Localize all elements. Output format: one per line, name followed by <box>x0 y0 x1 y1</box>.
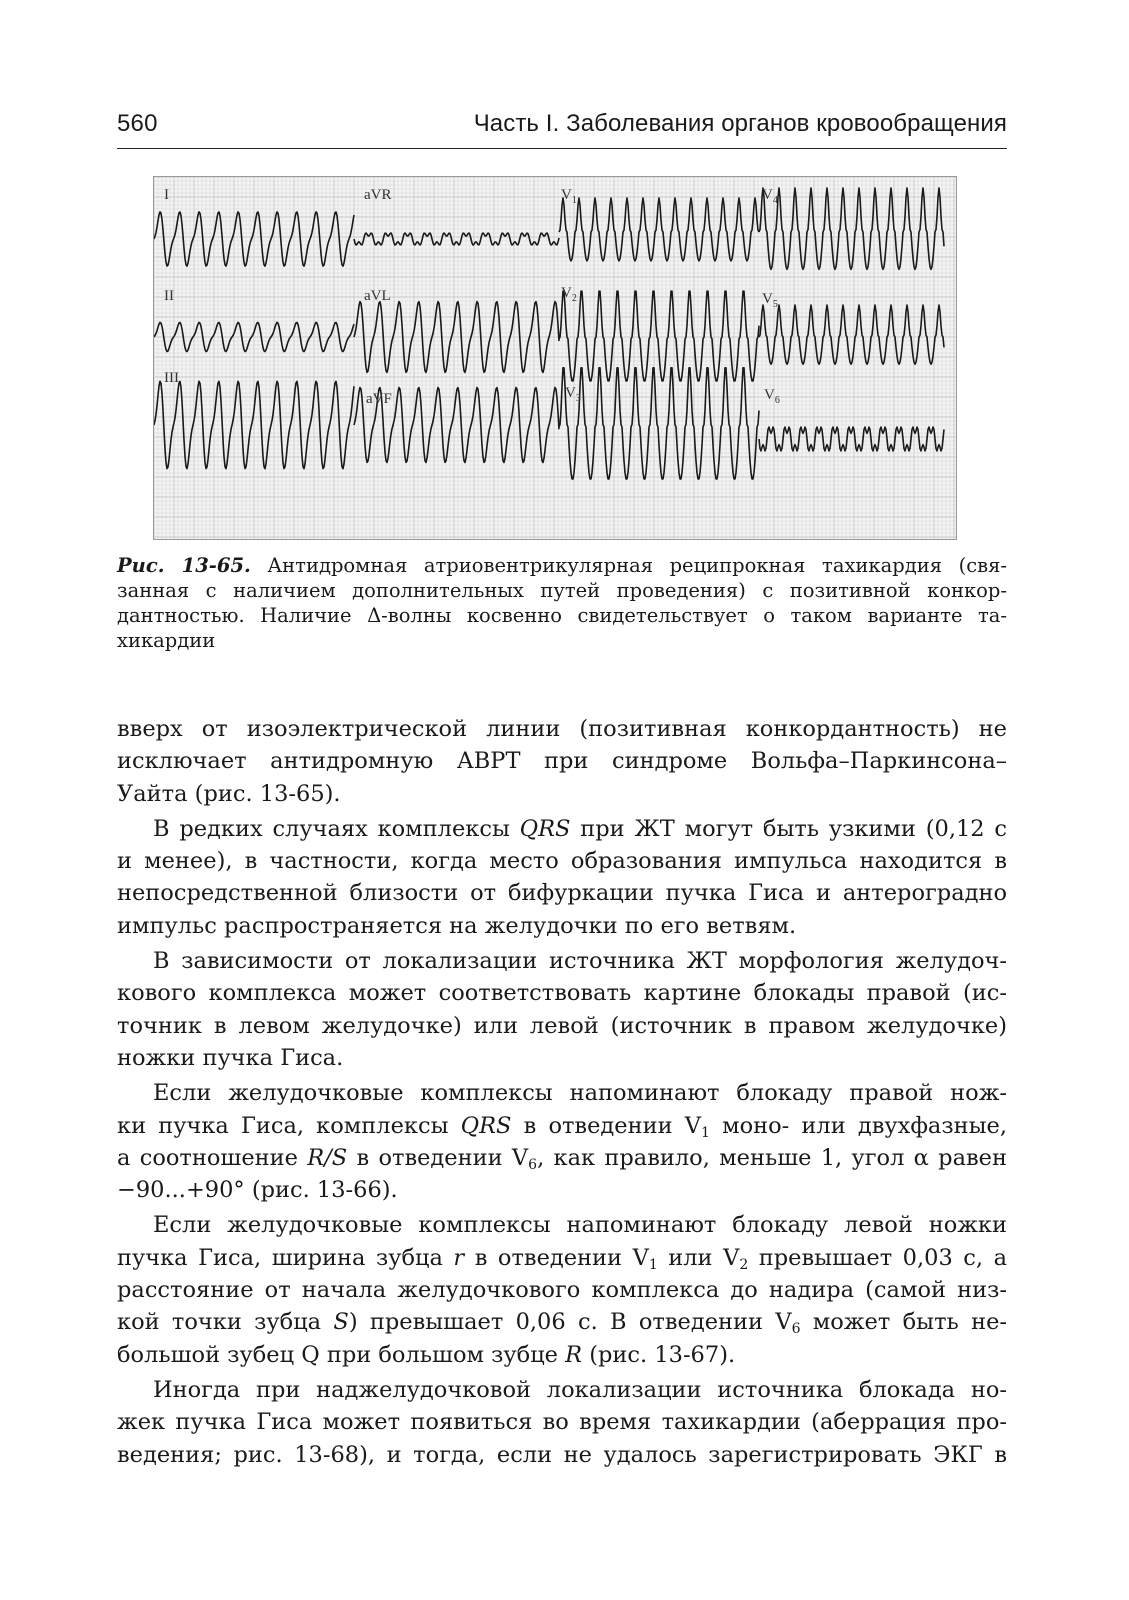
text-line: а соотношение R/S в отведении $V_6$, как правило, меньше 1, угол α равен <box>117 1144 1007 1173</box>
text-line: пучка Гиса, ширина зубца r в отведении $V_1$ или $V_2$ превышает 0,03 с, а <box>117 1244 1007 1273</box>
text-line: ведения; рис. 13-68), и тогда, если не удалось зарегистрировать ЭКГ в <box>117 1441 1007 1468</box>
lead-label-V2: $V_2$ <box>561 285 577 304</box>
ecg-chart <box>154 177 956 539</box>
text-line: расстояние от начала желудочкового комплекса до надира (самой низ- <box>117 1277 1007 1304</box>
lead-label-aVF: aVF <box>366 391 392 407</box>
text-line: точник в левом желудочке) или левой (источник в правом желудочке) <box>117 1012 1007 1039</box>
caption-line: Рис. 13-65. Антидромная атриовентрикулярная реципрокная тахикардия (свя- <box>117 554 1007 577</box>
lead-label-I: I <box>164 187 169 203</box>
page-header <box>117 108 1007 149</box>
lead-label-V5: $V_5$ <box>762 291 778 310</box>
text-line: Уайта (рис. 13-65). <box>117 780 341 807</box>
lead-label-aVR: aVR <box>364 187 392 203</box>
text-line: жек пучка Гиса может появиться во время тахикардии (аберрация про- <box>117 1409 1007 1436</box>
caption-line: хикардии <box>117 629 216 652</box>
ecg-trace-V3 <box>559 368 759 479</box>
text-line: ножки пучка Гиса. <box>117 1044 344 1071</box>
running-title: Часть I. Заболевания органов кровообращения <box>473 110 1007 137</box>
text-line: Если желудочковые комплексы напоминают блокаду левой ножки <box>153 1212 1007 1239</box>
ecg-grid <box>154 177 956 539</box>
text-line: большой зубец Q при большом зубце R (рис. 13-67). <box>117 1341 736 1368</box>
ecg-traces <box>154 188 944 479</box>
caption-line: занная с наличием дополнительных путей проведения) с позитивной конкор- <box>117 579 1007 602</box>
text-line: исключает антидромную АВРТ при синдроме Вольфа–Паркинсона– <box>117 748 1007 775</box>
text-line: В зависимости от локализации источника ЖТ морфология желудоч- <box>153 948 1007 975</box>
text-line: и менее), в частности, когда место образования импульса находится в <box>117 848 1007 875</box>
text-line: В редких случаях комплексы QRS при ЖТ могут быть узкими (0,12 с <box>153 815 1008 842</box>
lead-label-V1: $V_1$ <box>561 187 577 206</box>
lead-label-III: III <box>164 370 179 386</box>
text-line: кового комплекса может соответствовать картине блокады правой (ис- <box>117 980 1007 1007</box>
figure-label: Рис. 13-65. <box>117 554 251 577</box>
ecg-trace-V1 <box>559 198 759 261</box>
lead-label-aVL: aVL <box>364 288 391 304</box>
lead-label-V3: $V_3$ <box>565 385 581 404</box>
text-line: импульс распространяется на желудочки по его ветвям. <box>117 912 797 939</box>
caption-line: дантностью. Наличие Δ-волны косвенно свидетельствует о таком варианте та- <box>117 604 1007 627</box>
text-line: Если желудочковые комплексы напоминают блокаду правой нож- <box>153 1080 1007 1107</box>
lead-label-V6: $V_6$ <box>764 387 780 406</box>
ecg-trace-V5 <box>759 305 944 364</box>
ecg-trace-V2 <box>559 291 759 381</box>
text-line: ки пучка Гиса, комплексы QRS в отведении $V_1$ моно- или двухфазные, <box>117 1112 1007 1141</box>
text-line: Иногда при наджелудочковой локализации источника блокада но- <box>153 1376 1007 1403</box>
text-line: кой точки зубца S) превышает 0,06 с. В отведении $V_6$ может быть не- <box>117 1309 1007 1338</box>
text-line: непосредственной близости от бифуркации пучка Гиса и антероградно <box>117 880 1007 907</box>
ecg-trace-aVR <box>354 233 559 245</box>
ecg-trace-V6 <box>759 427 944 451</box>
figure-caption <box>117 553 1007 653</box>
text-line: −90...+90° (рис. 13-66). <box>117 1177 398 1204</box>
page-number: 560 <box>117 110 158 137</box>
lead-label-II: II <box>164 288 174 304</box>
ecg-figure <box>153 176 957 540</box>
text-line: вверх от изоэлектрической линии (позитивная конкордантность) не <box>117 716 1007 742</box>
body-text <box>117 713 1007 1471</box>
lead-label-V4: $V_4$ <box>762 187 778 206</box>
